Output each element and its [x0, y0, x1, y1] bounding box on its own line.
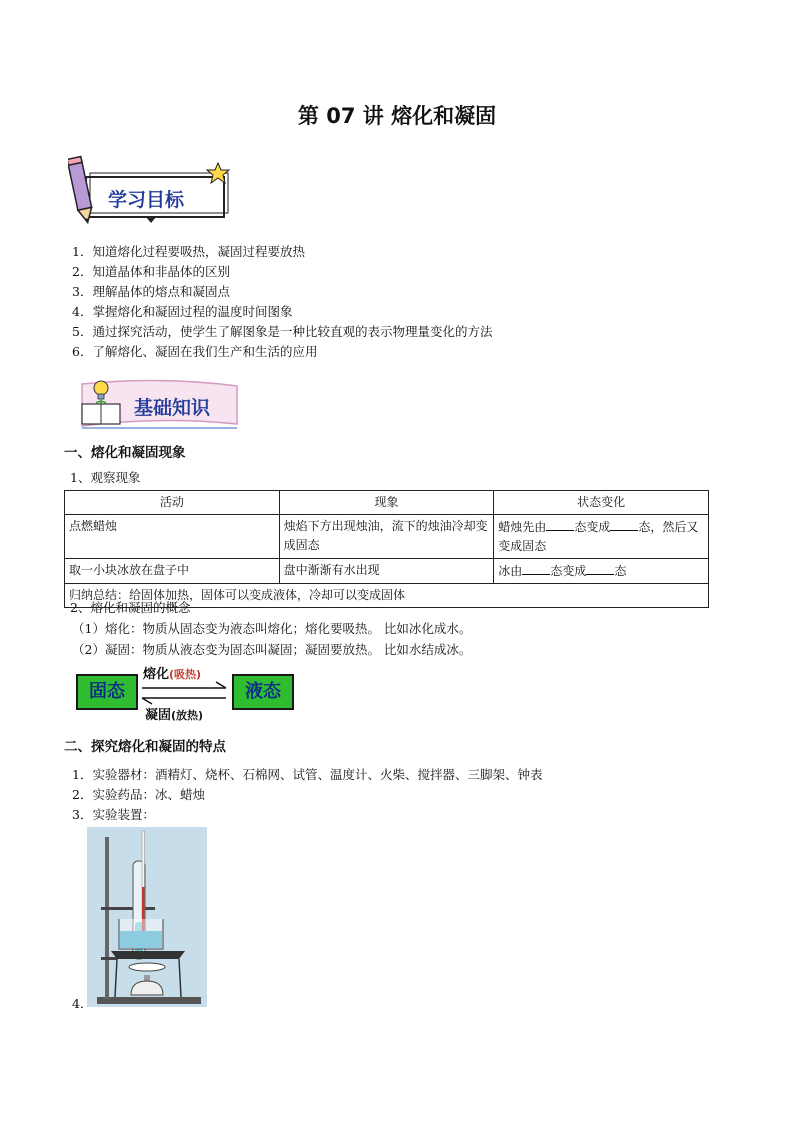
table-header-row [65, 491, 709, 515]
state-text: 态 [614, 564, 627, 578]
goals-list [72, 242, 492, 362]
section2-list [72, 765, 542, 825]
table-row [65, 515, 709, 559]
phase-diagram [76, 666, 296, 722]
goals-banner-label: 学习目标 [108, 189, 185, 211]
goal-item: 3．理解晶体的熔点和凝固点 [72, 284, 230, 299]
freeze-text: 凝固 [145, 708, 172, 723]
goal-item: 4．掌握熔化和凝固过程的温度时间图象 [72, 304, 293, 319]
list-item: 3．实验装置： [72, 807, 155, 822]
state-text: 冰由 [498, 564, 523, 578]
apparatus-image [87, 827, 207, 1007]
goal-item: 5．通过探究活动，使学生了解图象是一种比较直观的表示物理量变化的方法 [72, 324, 493, 339]
basics-banner-label: 基础知识 [134, 397, 211, 419]
observation-table [64, 490, 709, 608]
answer-blank[interactable] [610, 517, 638, 531]
table-cell: 点燃蜡烛 [65, 515, 280, 559]
lab-apparatus-icon [87, 827, 207, 1007]
table-cell [494, 515, 709, 559]
section2-heading: 二、探究熔化和凝固的特点 [64, 739, 226, 755]
table-cell [494, 559, 709, 584]
basics-banner [72, 376, 242, 432]
section1-sub1: 1、观察现象 [70, 470, 141, 485]
solid-state-box: 固态 [76, 674, 138, 710]
section1-heading: 一、熔化和凝固现象 [64, 445, 186, 461]
freeze-label [145, 704, 203, 723]
table-cell: 取一小块冰放在盘子中 [65, 559, 280, 584]
section1-sub2: 2、熔化和凝固的概念 [70, 600, 191, 615]
state-text: 态变成 [550, 564, 587, 578]
page-title: 第 07 讲 熔化和凝固 [297, 104, 497, 128]
goal-item: 1．知道熔化过程要吸热，凝固过程要放热 [72, 244, 305, 259]
list-item-4: 4． [72, 996, 93, 1011]
state-text: 蜡烛先由 [498, 520, 547, 534]
definition-melting: （1）熔化：物质从固态变为液态叫熔化；熔化要吸热。 比如冰化成水。 [72, 621, 472, 636]
answer-blank[interactable] [546, 517, 574, 531]
melt-note: (吸热) [169, 668, 202, 681]
answer-blank[interactable] [522, 561, 550, 575]
table-cell: 盘中渐渐有水出现 [279, 559, 494, 584]
goals-banner [68, 155, 233, 231]
melt-text: 熔化 [143, 667, 170, 682]
table-summary: 归纳总结：给固体加热，固体可以变成液体，冷却可以变成固体 [65, 584, 709, 608]
list-item: 2．实验药品：冰、蜡烛 [72, 787, 205, 802]
melt-label [143, 663, 201, 682]
table-row [65, 559, 709, 584]
definition-freezing: （2）凝固：物质从液态变为固态叫凝固；凝固要放热。 比如水结成冰。 [72, 642, 472, 657]
goal-item: 6．了解熔化、凝固在我们生产和生活的应用 [72, 344, 318, 359]
state-text: 态变成 [574, 520, 611, 534]
table-header: 活动 [65, 491, 280, 515]
freeze-note: (放热) [171, 709, 204, 722]
state-text: 态，然后又变成固态 [498, 520, 699, 553]
answer-blank[interactable] [586, 561, 614, 575]
liquid-state-box: 液态 [232, 674, 294, 710]
goal-item: 2．知道晶体和非晶体的区别 [72, 264, 230, 279]
table-header: 现象 [279, 491, 494, 515]
table-header: 状态变化 [494, 491, 709, 515]
table-cell: 烛焰下方出现烛油，流下的烛油冷却变成固态 [279, 515, 494, 559]
list-item: 1．实验器材：酒精灯、烧杯、石棉网、试管、温度计、火柴、搅拌器、三脚架、钟表 [72, 767, 543, 782]
